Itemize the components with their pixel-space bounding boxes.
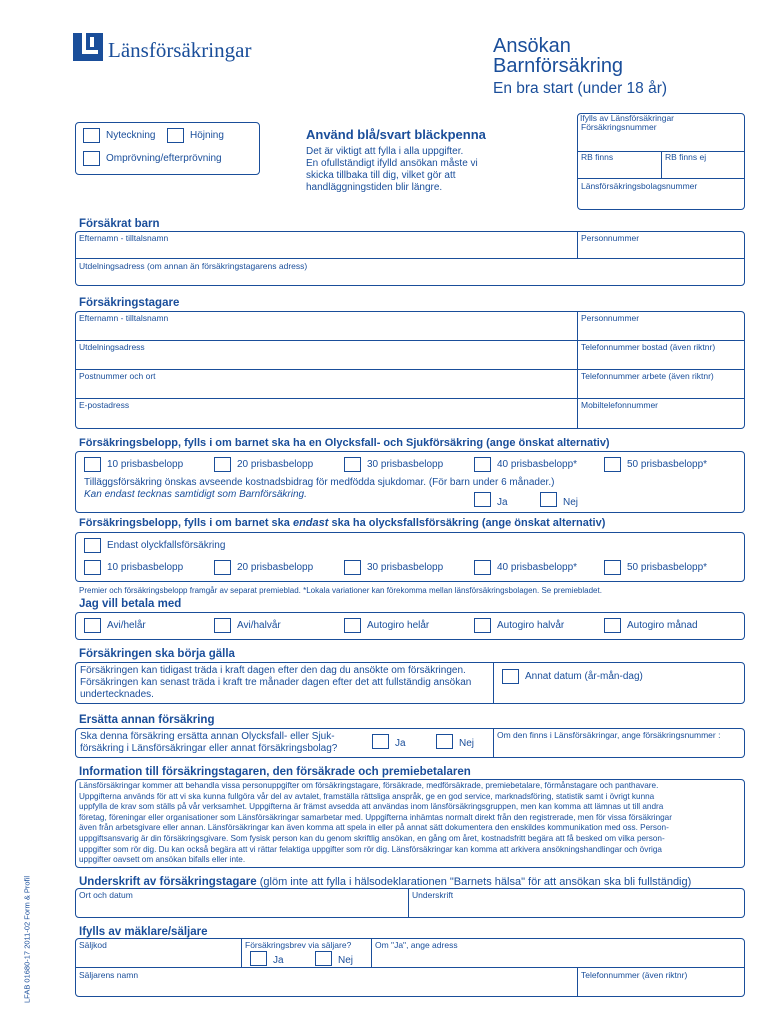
info-line: Länsförsäkringar kommer att behandla vissa personuppgifter om försäkringstagare, försäkrade, medförsäkrade, premiebetalare, förmånstagare och panthavare. [79, 781, 659, 790]
acc-20-checkbox[interactable] [214, 560, 231, 575]
form-title-line2: Barnförsäkring [493, 55, 624, 77]
review-label: Omprövning/efterprövning [106, 153, 222, 164]
acc-30-label: 30 prisbasbelopp [367, 562, 444, 573]
full-20-checkbox[interactable] [214, 457, 231, 472]
holder-phone-work-field[interactable]: Telefonnummer arbete (även riktnr) [581, 371, 714, 381]
amount-accident-title [79, 517, 605, 529]
replace-title: Ersätta annan försäkring [79, 714, 215, 726]
form-title-line1: Ansökan [493, 35, 571, 57]
pay-ag-month-label: Autogiro månad [627, 620, 698, 631]
broker-no-label: Nej [338, 955, 354, 966]
pay-avi-year-label: Avi/helår [107, 620, 146, 631]
company-number-label: Länsförsäkringsbolagsnummer [581, 181, 698, 191]
replace-yes-label: Ja [395, 738, 406, 749]
premium-footnote: Premier och försäkringsbelopp framgår av separat premieblad. *Lokala variationer kan förekomma mellan länsförsäkringsbolagen. Se premiebladet. [79, 586, 602, 595]
new-checkbox[interactable] [83, 128, 100, 143]
ink-notice-line1: Det är viktigt att fylla i alla uppgifter. [306, 146, 464, 157]
broker-phone-field[interactable]: Telefonnummer (även riktnr) [581, 970, 688, 980]
acc-10-label: 10 prisbasbelopp [107, 562, 184, 573]
full-30-checkbox[interactable] [344, 457, 361, 472]
office-box-heading: Ifylls av Länsförsäkringar [580, 113, 675, 123]
holder-name-field[interactable]: Efternamn - tilltalsnamn [79, 313, 169, 323]
info-line: uppgifter som rör dig. Du kan också begära att vi rättar felaktiga uppgifter som rör dig. Länsförsäkringar kan komma att arkivera ansökningshandlingar och övriga [79, 844, 662, 854]
replace-yes-checkbox[interactable] [372, 734, 389, 749]
other-date-checkbox[interactable] [502, 669, 519, 684]
other-date-field[interactable]: Annat datum (år-mån-dag) [525, 671, 643, 682]
amount-accident-title-pre: Försäkringsbelopp, fylls i om barnet ska [79, 517, 293, 529]
logo-text: Länsförsäkringar [108, 38, 252, 62]
replace-no-checkbox[interactable] [436, 734, 453, 749]
info-title: Information till försäkringstagaren, den försäkrade och premiebetalaren [79, 766, 471, 778]
ink-notice-line3: skicka tillbaka till dig, vilket gör att [306, 170, 456, 181]
signature-title [79, 876, 691, 888]
acc-40-checkbox[interactable] [474, 560, 491, 575]
review-checkbox[interactable] [83, 151, 100, 166]
holder-address-field[interactable]: Utdelningsadress [79, 342, 145, 352]
acc-50-label: 50 prisbasbelopp* [627, 562, 708, 573]
policyholder-box [75, 311, 745, 429]
info-line: även från arbetsgivare eller annan. Länsförsäkringar kan även komma att spela in eller på annat sätt dokumentera den enskildes kommunikation med oss. Person- [79, 823, 669, 833]
start-line2: Försäkringen kan senast träda i kraft tre månader dagen efter det att fullständig ansökan [80, 677, 472, 688]
holder-mobile-field[interactable]: Mobiltelefonnummer [581, 400, 659, 410]
pay-ag-half-label: Autogiro halvår [497, 620, 565, 631]
full-20-label: 20 prisbasbelopp [237, 459, 314, 470]
extra-cover-line1: Tilläggsförsäkring önskas avseende kostnadsbidrag för medfödda sjukdomar. (För barn under 6 månader.) [84, 477, 555, 488]
pay-avi-half-label: Avi/halvår [237, 620, 281, 631]
rb-yes-label: RB finns [581, 152, 614, 162]
holder-postal-field[interactable]: Postnummer och ort [79, 371, 156, 381]
acc-10-checkbox[interactable] [84, 560, 101, 575]
pay-ag-month-checkbox[interactable] [604, 618, 621, 633]
info-line: Uppgifterna används för att vi ska kunna fullgöra vår del av avtalet, framställa rättsliga anspråk, ge en god service, marknadsföring, statistik samt i övrigt kunna [79, 791, 655, 801]
acc-40-label: 40 prisbasbelopp* [497, 562, 578, 573]
info-line: uppgifter oavsett om ansökan bifalls eller inte. [79, 855, 246, 865]
amount-accident-title-post: ska ha olycksfallsförsäkring (ange önskat alternativ) [328, 517, 606, 529]
pay-avi-half-checkbox[interactable] [214, 618, 231, 633]
extra-yes-label: Ja [497, 497, 508, 508]
pay-avi-year-checkbox[interactable] [84, 618, 101, 633]
info-text [79, 781, 672, 866]
replace-line1: Ska denna försäkring ersätta annan Olycksfall- eller Sjuk- [80, 731, 335, 742]
start-line3: undertecknades. [80, 689, 154, 700]
place-date-field[interactable]: Ort och datum [79, 890, 133, 900]
extra-no-checkbox[interactable] [540, 492, 557, 507]
signature-box [75, 888, 745, 918]
ink-notice-line2: En ofullständigt ifylld ansökan måste vi [306, 158, 478, 169]
full-40-checkbox[interactable] [474, 457, 491, 472]
broker-letter-label: Försäkringsbrev via säljare? [245, 940, 352, 950]
form-code: LFAB 01680-17 2011-02 Form & Profil [22, 876, 32, 1004]
acc-30-checkbox[interactable] [344, 560, 361, 575]
broker-no-checkbox[interactable] [315, 951, 332, 966]
full-10-checkbox[interactable] [84, 457, 101, 472]
only-accident-label: Endast olyckfallsförsäkring [107, 540, 226, 551]
holder-email-field[interactable]: E-postadress [79, 400, 130, 410]
signature-field[interactable]: Underskrift [412, 890, 454, 900]
holder-phone-home-field[interactable]: Telefonnummer bostad (även riktnr) [581, 342, 716, 352]
pay-ag-half-checkbox[interactable] [474, 618, 491, 633]
amount-full-title: Försäkringsbelopp, fylls i om barnet ska ha en Olycksfall- och Sjukförsäkring (ange önskat alternativ) [79, 437, 610, 449]
pay-ag-year-checkbox[interactable] [344, 618, 361, 633]
form-subtitle: En bra start (under 18 år) [493, 80, 668, 97]
insured-child-title: Försäkrat barn [79, 218, 160, 230]
logo [73, 33, 103, 61]
holder-pnr-field[interactable]: Personnummer [581, 313, 640, 323]
full-30-label: 30 prisbasbelopp [367, 459, 444, 470]
acc-20-label: 20 prisbasbelopp [237, 562, 314, 573]
only-accident-checkbox[interactable] [84, 538, 101, 553]
policy-number-label: Försäkringsnummer [581, 122, 657, 132]
signature-title-rest: (glöm inte att fylla i hälsodeklarationen "Barnets hälsa" för att ansökan ska bli fullständig) [256, 876, 692, 888]
info-line: uppgiftsansvarig är din försäkringsgivare. Som fysisk person kan du genom skriftlig ansökan, en gång om året, kostnadsfritt begära att få besked om vilka person- [79, 833, 665, 843]
pay-ag-year-label: Autogiro helår [367, 620, 430, 631]
signature-title-bold: Underskrift av försäkringstagare [79, 876, 257, 888]
extra-no-label: Nej [563, 497, 579, 508]
ink-notice-line4: handläggningstiden blir längre. [306, 182, 443, 193]
broker-name-field[interactable]: Säljarens namn [79, 970, 139, 980]
child-address-field[interactable]: Utdelningsadress (om annan än försäkringstagarens adress) [79, 261, 308, 271]
raise-checkbox[interactable] [167, 128, 184, 143]
start-title: Försäkringen ska börja gälla [79, 648, 235, 660]
extra-yes-checkbox[interactable] [474, 492, 491, 507]
child-pnr-field[interactable]: Personnummer [581, 233, 640, 243]
policyholder-title: Försäkringstagare [79, 297, 180, 309]
extra-cover-line2: Kan endast tecknas samtidigt som Barnförsäkring. [84, 489, 307, 500]
broker-code-field[interactable]: Säljkod [79, 940, 107, 950]
broker-address-field[interactable]: Om "Ja", ange adress [375, 940, 458, 950]
broker-yes-label: Ja [273, 955, 284, 966]
logo-mark-icon [73, 33, 103, 61]
amount-accident-title-em: endast [292, 517, 329, 529]
replace-policy-number-field[interactable]: Om den finns i Länsförsäkringar, ange försäkringsnummer : [497, 730, 721, 740]
full-10-label: 10 prisbasbelopp [107, 459, 184, 470]
info-line: uppfylla de krav som ställs på vår verksamhet. Uppgifterna är främst avsedda att användas inom länsförsäkringsgruppen, men kan komma att lämnas ut till andra [79, 802, 664, 812]
broker-yes-checkbox[interactable] [250, 951, 267, 966]
start-line1: Försäkringen kan tidigast träda i kraft dagen efter den dag du ansökte om försäkringen. [80, 665, 466, 676]
full-50-label: 50 prisbasbelopp* [627, 459, 708, 470]
raise-label: Höjning [190, 130, 224, 141]
rb-no-label: RB finns ej [665, 152, 707, 162]
full-40-label: 40 prisbasbelopp* [497, 459, 578, 470]
payment-title: Jag vill betala med [79, 598, 182, 610]
info-line: företag, föreningar eller organisationer som Länsförsäkringar samarbetar med. Uppgifterna inhämtas normalt direkt från den registrerade, men för vissa försäkringar [79, 812, 672, 822]
child-name-field[interactable]: Efternamn - tilltalsnamn [79, 233, 169, 243]
broker-title: Ifylls av mäklare/säljare [79, 926, 208, 938]
replace-line2: försäkring i Länsförsäkringar eller annat försäkringsbolag? [80, 743, 338, 754]
replace-no-label: Nej [459, 738, 475, 749]
new-label: Nyteckning [106, 130, 156, 141]
full-50-checkbox[interactable] [604, 457, 621, 472]
ink-notice-title: Använd blå/svart bläckpenna [306, 127, 486, 142]
acc-50-checkbox[interactable] [604, 560, 621, 575]
